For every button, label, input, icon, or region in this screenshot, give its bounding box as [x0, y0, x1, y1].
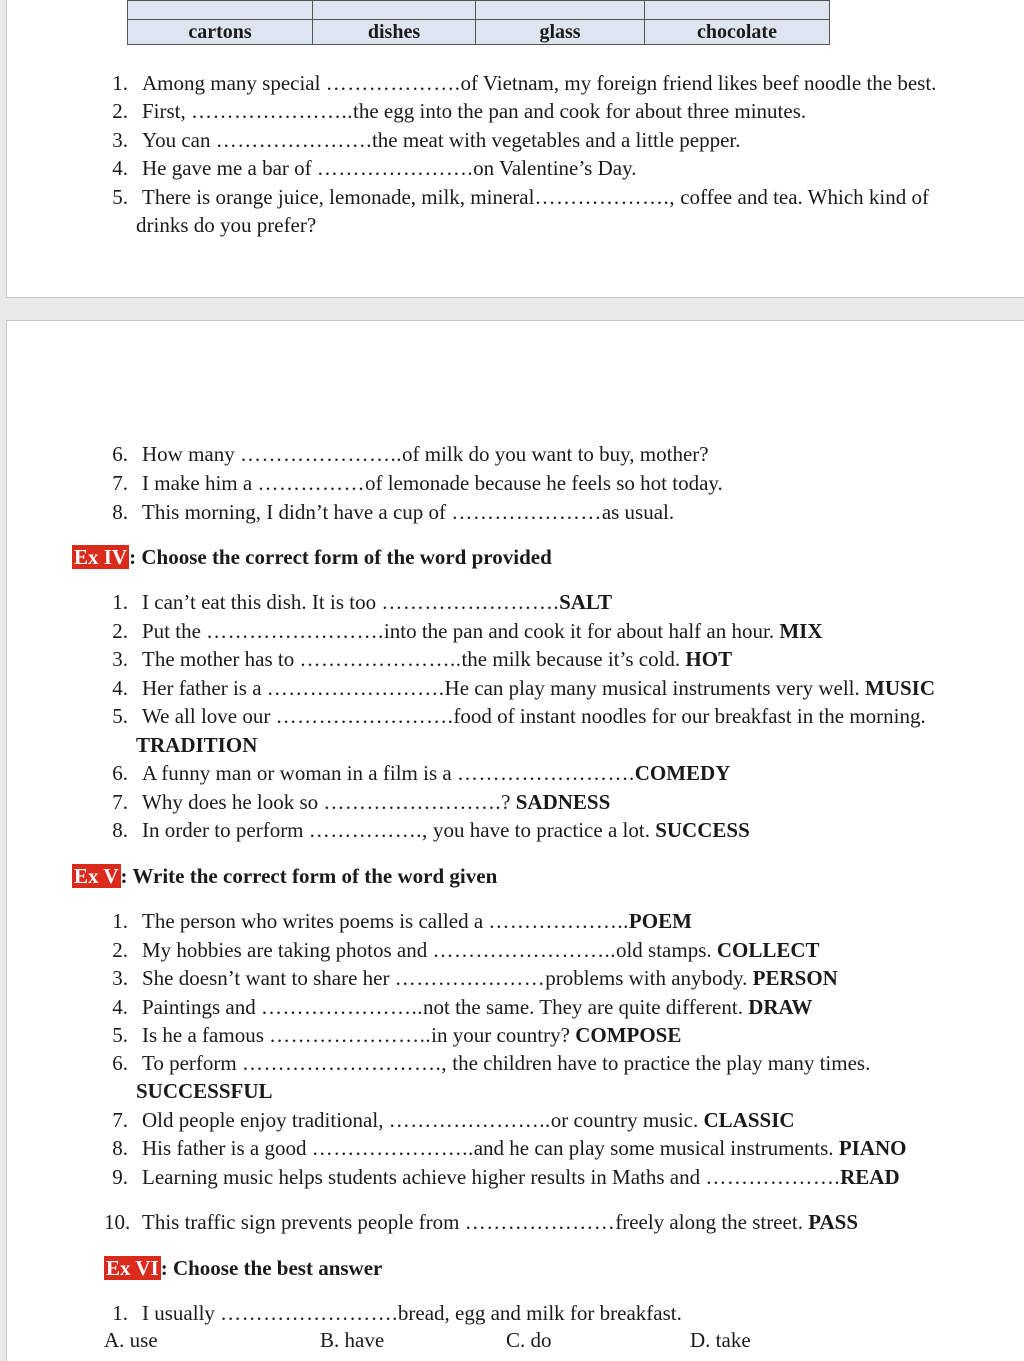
- exercise-label: Ex V: [74, 864, 119, 888]
- answer-blank[interactable]: ………………..: [488, 909, 629, 933]
- item-text: the children have to practice the play many times.: [447, 1051, 871, 1075]
- exercise-4-heading: [72, 545, 552, 570]
- answer-blank[interactable]: ……………….,: [534, 185, 675, 209]
- answer-blank[interactable]: ……………………….,: [242, 1051, 447, 1075]
- item-number: 4.: [112, 995, 128, 1019]
- item-number: 2.: [112, 619, 128, 643]
- item-text: The mother has to: [142, 647, 300, 671]
- answer-blank[interactable]: …………….,: [308, 818, 428, 842]
- answer-blank[interactable]: …………………….: [266, 676, 445, 700]
- item-text: bread, egg and milk for breakfast.: [397, 1301, 682, 1325]
- answer-blank[interactable]: ………………….: [215, 128, 372, 152]
- answer-blank[interactable]: …………………….: [323, 790, 502, 814]
- item-text: coffee and tea. Which kind of: [674, 185, 929, 209]
- item-number: 7.: [112, 790, 128, 814]
- item-number: 1.: [112, 71, 128, 95]
- item-number: 7.: [112, 1108, 128, 1132]
- item-text: He gave me a bar of: [142, 156, 317, 180]
- item-number: 6.: [112, 442, 128, 466]
- item-text: How many: [142, 442, 240, 466]
- item-text: I usually: [142, 1301, 221, 1325]
- answer-blank[interactable]: …………………..: [261, 995, 423, 1019]
- answer-blank[interactable]: ………………….: [316, 156, 474, 180]
- item-continuation: drinks do you prefer?: [136, 213, 317, 237]
- answer-blank[interactable]: …………………..: [240, 442, 402, 466]
- answer-blank[interactable]: …………………..: [299, 647, 462, 671]
- item-text: as usual.: [601, 500, 675, 524]
- answer-blank[interactable]: …………………: [464, 1210, 616, 1234]
- item-text: you have to practice a lot.: [427, 818, 656, 842]
- item-text: There is orange juice, lemonade, milk, mineral: [142, 185, 535, 209]
- item-text: Why does he look so: [142, 790, 324, 814]
- item-number: 2.: [112, 938, 128, 962]
- exercise-5-heading: [72, 864, 497, 889]
- keyword: COLLECT: [716, 938, 820, 962]
- item-text: food of instant noodles for our breakfast in the morning.: [453, 704, 926, 728]
- item-text: A funny man or woman in a film is a: [142, 761, 457, 785]
- exercise-6-heading: [104, 1256, 382, 1281]
- item-text: This morning, I didn’t have a cup of: [142, 500, 452, 524]
- item-text: on Valentine’s Day.: [473, 156, 637, 180]
- keyword: CLASSIC: [703, 1108, 795, 1132]
- item-number: 8.: [112, 1136, 128, 1160]
- answer-blank[interactable]: …………………: [451, 500, 602, 524]
- item-text: I can’t eat this dish. It is too: [142, 590, 382, 614]
- item-number: 1.: [112, 1301, 128, 1325]
- item-text: The person who writes poems is called a: [142, 909, 489, 933]
- item-number: 8.: [112, 818, 128, 842]
- item-text: the milk because it’s cold.: [461, 647, 686, 671]
- item-text: Among many special: [142, 71, 326, 95]
- keyword: COMPOSE: [575, 1023, 682, 1047]
- answer-blank[interactable]: …………………….: [456, 761, 635, 785]
- keyword: SADNESS: [515, 790, 611, 814]
- keyword: PIANO: [838, 1136, 907, 1160]
- item-number: 1.: [112, 909, 128, 933]
- item-number: 9.: [112, 1165, 128, 1189]
- keyword: MUSIC: [865, 676, 936, 700]
- answer-blank[interactable]: …………………..: [269, 1023, 432, 1047]
- item-text: and he can play some musical instruments.: [473, 1136, 839, 1160]
- item-number: 6.: [112, 761, 128, 785]
- item-text: I make him a: [142, 471, 258, 495]
- word-cell: glass: [476, 20, 645, 45]
- item-number: 3.: [112, 647, 128, 671]
- item-text: old stamps.: [615, 938, 717, 962]
- item-text: of lemonade because he feels so hot today.: [364, 471, 723, 495]
- keyword: POEM: [628, 909, 692, 933]
- item-text: You can: [142, 128, 216, 152]
- keyword: TRADITION: [136, 733, 258, 757]
- answer-blank[interactable]: …………………….: [275, 704, 454, 728]
- item-number: 10.: [104, 1210, 131, 1234]
- exercise-title: : Choose the best answer: [160, 1256, 383, 1280]
- item-text: To perform: [142, 1051, 242, 1075]
- keyword: MIX: [779, 619, 823, 643]
- answer-blank[interactable]: …………………..: [388, 1108, 551, 1132]
- answer-blank[interactable]: ……………….: [705, 1165, 841, 1189]
- exercise-title: : Choose the correct form of the word provided: [129, 545, 552, 569]
- item-text: Her father is a: [142, 676, 267, 700]
- word-cell: cartons: [128, 20, 313, 45]
- keyword: HOT: [685, 647, 733, 671]
- item-text: He can play many musical instruments very well.: [444, 676, 866, 700]
- item-text: She doesn’t want to share her: [142, 966, 395, 990]
- item-text: His father is a good: [142, 1136, 312, 1160]
- item-text: or country music.: [550, 1108, 704, 1132]
- word-box-table: [127, 0, 830, 45]
- keyword: PASS: [808, 1210, 858, 1234]
- keyword: PERSON: [752, 966, 838, 990]
- item-text: into the pan and cook it for about half an hour.: [383, 619, 780, 643]
- item-text: in your country?: [431, 1023, 576, 1047]
- item-number: 7.: [112, 471, 128, 495]
- keyword: READ: [840, 1165, 900, 1189]
- item-text: First,: [142, 99, 192, 123]
- option-d[interactable]: D. take: [690, 1328, 751, 1352]
- item-text: of Vietnam, my foreign friend likes beef noodle the best.: [460, 71, 937, 95]
- item-number: 5.: [112, 1023, 128, 1047]
- exercise-title: : Write the correct form of the word given: [120, 864, 498, 888]
- answer-blank[interactable]: …………………….: [381, 590, 560, 614]
- item-number: 3.: [112, 966, 128, 990]
- item-text: freely along the street.: [615, 1210, 809, 1234]
- item-text: ?: [501, 790, 516, 814]
- keyword: SUCCESSFUL: [136, 1079, 273, 1103]
- answer-blank[interactable]: …………………..: [191, 99, 354, 123]
- item-number: 5.: [112, 185, 128, 209]
- word-cell: chocolate: [645, 20, 830, 45]
- item-text: the egg into the pan and cook for about three minutes.: [353, 99, 807, 123]
- answer-blank[interactable]: ……………….: [325, 71, 461, 95]
- keyword: SUCCESS: [655, 818, 750, 842]
- option-a[interactable]: A. use: [104, 1328, 158, 1352]
- answer-blank[interactable]: ……………………..: [432, 938, 616, 962]
- item-number: 6.: [112, 1051, 128, 1075]
- answer-blank[interactable]: …………………: [394, 966, 546, 990]
- keyword: COMEDY: [634, 761, 731, 785]
- item-number: 4.: [112, 156, 128, 180]
- exercise-label: Ex VI: [106, 1256, 159, 1280]
- item-number: 3.: [112, 128, 128, 152]
- item-text: Put the: [142, 619, 207, 643]
- item-text: Learning music helps students achieve higher results in Maths and: [142, 1165, 706, 1189]
- item-text: Is he a famous: [142, 1023, 270, 1047]
- item-text: of milk do you want to buy, mother?: [402, 442, 709, 466]
- item-number: 8.: [112, 500, 128, 524]
- option-c[interactable]: C. do: [506, 1328, 552, 1352]
- item-continuation: [136, 1078, 273, 1104]
- item-text: Paintings and: [142, 995, 261, 1019]
- keyword: DRAW: [748, 995, 813, 1019]
- keyword: SALT: [559, 590, 613, 614]
- item-number: 1.: [112, 590, 128, 614]
- answer-blank[interactable]: ……………: [257, 471, 365, 495]
- option-b[interactable]: B. have: [320, 1328, 385, 1352]
- answer-blank[interactable]: …………………….: [206, 619, 384, 643]
- exercise-label: Ex IV: [74, 545, 128, 569]
- item-text: the meat with vegetables and a little pepper.: [371, 128, 741, 152]
- item-number: 2.: [112, 99, 128, 123]
- item-text: This traffic sign prevents people from: [142, 1210, 465, 1234]
- item-text: In order to perform: [142, 818, 309, 842]
- answer-blank[interactable]: …………………..: [311, 1136, 474, 1160]
- answer-blank[interactable]: …………………….: [220, 1301, 398, 1325]
- item-number: 5.: [112, 704, 128, 728]
- item-text: My hobbies are taking photos and: [142, 938, 433, 962]
- item-text: We all love our: [142, 704, 276, 728]
- word-cell: dishes: [313, 20, 476, 45]
- item-text: Old people enjoy traditional,: [142, 1108, 389, 1132]
- item-text: problems with anybody.: [545, 966, 753, 990]
- item-text: not the same. They are quite different.: [423, 995, 749, 1019]
- item-continuation: [136, 732, 257, 758]
- item-number: 4.: [112, 676, 128, 700]
